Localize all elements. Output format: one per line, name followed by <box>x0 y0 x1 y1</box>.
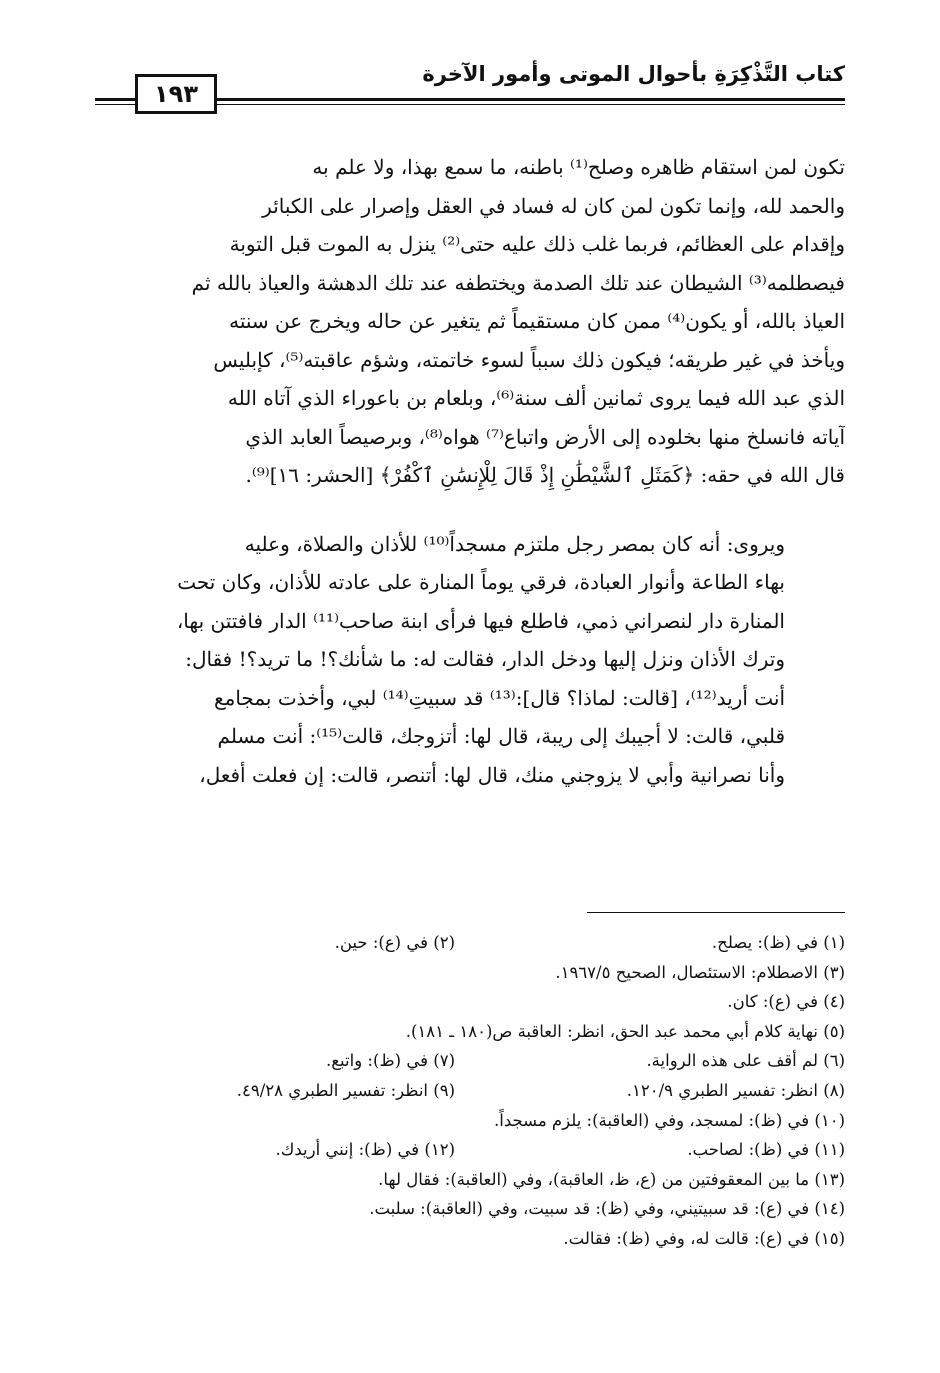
footnote-row <box>95 1135 845 1165</box>
footnote-row <box>95 987 845 1017</box>
footnote-row <box>95 1194 845 1224</box>
text-line: قال الله في حقه: ﴿كَمَثَلِ ٱلشَّيْطَٰنِ إِذْ قَالَ لِلْإِنسَٰنِ ٱكْفُرْ﴾ [الحشر: ١٦]⁽⁹⁾. <box>245 463 845 487</box>
footnote: (١٥) في (ع): قالت له، وفي (ظ): فقالت. <box>563 1228 845 1248</box>
footnote-row <box>95 1165 845 1195</box>
footnote: (١٢) في (ظ): إنني أريدك. <box>275 1140 455 1160</box>
footnote: (٧) في (ظ): واتبع. <box>326 1051 455 1071</box>
paragraph <box>95 148 845 495</box>
footnote-row <box>95 1076 845 1106</box>
text-line: وترك الأذان ونزل إليها ودخل الدار، فقالت له: ما شأنك؟! ما تريد؟! فقال: <box>185 647 785 671</box>
footnote: (٥) نهاية كلام أبي محمد عبد الحق، انظر: العاقبة ص(١٨٠ ـ ١٨١). <box>405 1021 845 1041</box>
footnote: (١٠) في (ظ): لمسجد، وفي (العاقبة): يلزم مسجداً. <box>493 1110 845 1130</box>
page-number: ١٩٣ <box>135 74 217 114</box>
footnote: (٨) انظر: تفسير الطبري ١٢٠/٩. <box>626 1080 845 1100</box>
footnote: (٢) في (ع): حين. <box>334 933 455 952</box>
footnotes <box>95 928 845 1254</box>
footnote-row <box>95 1046 845 1076</box>
main-text <box>95 148 845 794</box>
paragraph <box>95 525 845 795</box>
footnote-separator <box>587 912 845 913</box>
footnote: (٩) انظر: تفسير الطبري ٤٩/٢٨. <box>236 1080 455 1100</box>
text-line: المنارة دار لنصراني ذمي، فاطلع فيها فرأى ابنة صاحب⁽¹¹⁾ الدار فافتتن بها، <box>176 608 785 633</box>
page-header <box>95 60 845 110</box>
footnote: (١) في (ظ): يصلح. <box>711 933 845 952</box>
text-line: فيصطلمه⁽³⁾ الشيطان عند تلك الصدمة ويختطفه عند تلك الدهشة والعياذ بالله ثم <box>191 270 845 295</box>
footnote: (٤) في (ع): كان. <box>727 992 845 1012</box>
running-title: كتاب التَّذْكِرَةِ بأحوال الموتى وأمور الآخرة <box>422 62 845 86</box>
text-line: أنت أريد⁽¹²⁾، [قالت: لماذا؟ قال]:⁽¹³⁾ قد سبيتِ⁽¹⁴⁾ لبي، وأخذت بمجامع <box>213 685 785 710</box>
footnote-row <box>95 928 845 958</box>
footnote-row <box>95 1106 845 1136</box>
text-line: وإقدام على العظائم، فربما غلب ذلك عليه حتى⁽²⁾ ينزل به الموت قبل التوبة <box>229 232 845 256</box>
footnote: (١٣) ما بين المعقوفتين من (ع، ظ، العاقبة)، وفي (العاقبة): فقال لها. <box>378 1169 845 1189</box>
footnote: (١١) في (ظ): لصاحب. <box>687 1140 845 1160</box>
footnote-row <box>95 958 845 988</box>
text-line: وأنا نصرانية وأبي لا يزوجني منك، قال لها: أتنصر، قالت: إن فعلت أفعل، <box>199 762 785 787</box>
footnote-row <box>95 1017 845 1047</box>
text-line: تكون لمن استقام ظاهره وصلح⁽¹⁾ باطنه، ما سمع بهذا، ولا علم به <box>312 155 845 179</box>
text-line: ويأخذ في غير طريقه؛ فيكون ذلك سبباً لسوء خاتمته، وشؤم عاقبته⁽⁵⁾، كإبليس <box>213 347 845 372</box>
footnote: (١٤) في (ع): قد سبيتيني، وفي (ظ): قد سبيت، وفي (العاقبة): سلبت. <box>369 1199 845 1219</box>
text-line: الذي عبد الله فيما يروى ثمانين ألف سنة⁽⁶⁾، وبلعام بن باعوراء الذي آتاه الله <box>227 386 845 410</box>
text-line: ويروى: أنه كان بمصر رجل ملتزم مسجداً⁽¹⁰⁾ للأذان والصلاة، وعليه <box>244 531 785 556</box>
text-line: قلبي، قالت: لا أجيبك إلى ريبة، قال لها: أتزوجك، قالت⁽¹⁵⁾: أنت مسلم <box>217 724 785 748</box>
footnote: (٦) لم أقف على هذه الرواية. <box>646 1051 845 1071</box>
text-line: والحمد لله، وإنما تكون لمن كان له فساد في العقل وإصرار على الكبائر <box>262 193 845 218</box>
text-line: آياته فانسلخ منها بخلوده إلى الأرض واتباع⁽⁷⁾ هواه⁽⁸⁾، وبرصيصاً العابد الذي <box>245 424 845 449</box>
footnote-row <box>95 1224 845 1254</box>
text-line: العياذ بالله، أو يكون⁽⁴⁾ ممن كان مستقيماً ثم يتغير عن حاله ويخرج عن سنته <box>229 309 845 333</box>
text-line: بهاء الطاعة وأنوار العبادة، فرقي يوماً المنارة على عادته للأذان، وكان تحت <box>177 570 785 594</box>
footnote: (٣) الاصطلام: الاستئصال، الصحيح ١٩٦٧/٥. <box>555 962 845 982</box>
